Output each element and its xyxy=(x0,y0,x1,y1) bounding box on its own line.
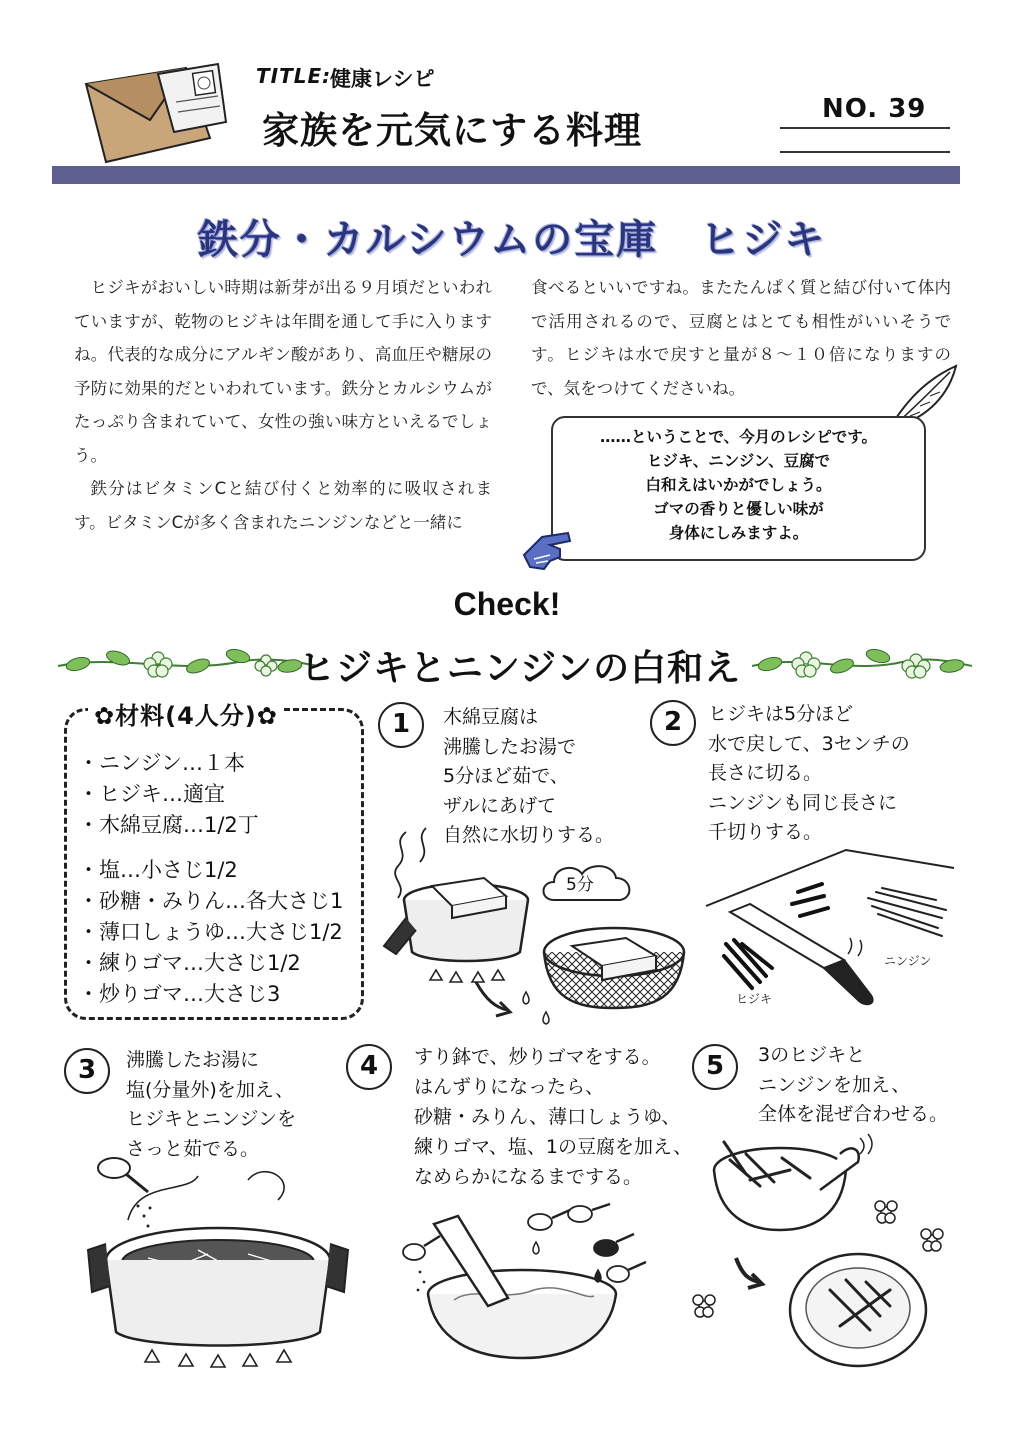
intro-column-left xyxy=(74,271,492,539)
step-line: ヒジキとニンジンを xyxy=(126,1108,297,1130)
step-2-text xyxy=(708,700,910,848)
timer-label: 5分 xyxy=(566,875,594,895)
mixing-bowl-and-dish-illustration xyxy=(690,1130,960,1374)
speech-bubble-text xyxy=(551,425,926,545)
carrot-label: ニンジン xyxy=(884,954,932,968)
article-headline: 鉄分・カルシウムの宝庫 ヒジキ xyxy=(197,217,827,263)
issue-rule-top xyxy=(780,127,950,129)
check-label: Check! xyxy=(453,586,561,622)
ingredient-item: ・薄口しょうゆ…大さじ1/2 xyxy=(78,920,343,944)
step-line: 沸騰したお湯で xyxy=(443,735,577,758)
ingredients-heading: ✿材料(4人分)✿ xyxy=(88,696,284,731)
step-5-text xyxy=(758,1041,948,1130)
recipe-title: ヒジキとニンジンの白和え xyxy=(298,648,742,689)
step-line: ニンジンも同じ長さに xyxy=(708,791,898,814)
step-line: 千切りする。 xyxy=(708,821,823,843)
header-divider-bar xyxy=(52,166,960,184)
speech-line-3: 白和えはいかがでしょう。 xyxy=(645,476,832,494)
step-3-number: 3 xyxy=(64,1048,110,1094)
speech-line-1: ……ということで、今月のレシピです。 xyxy=(599,428,878,446)
ingredients-list xyxy=(78,748,368,1010)
speech-line-2: ヒジキ、ニンジン、豆腐で xyxy=(646,452,831,470)
step-line: さっと茹でる。 xyxy=(126,1137,260,1160)
step-4-text xyxy=(414,1042,692,1192)
ingredient-item: ・練りゴマ…大さじ1/2 xyxy=(78,951,301,975)
step-line: 木綿豆腐は xyxy=(443,706,539,728)
title-label: TITLE: xyxy=(256,64,332,88)
page-title: 家族を元気にする料理 xyxy=(262,109,642,152)
step-line: 5分ほど茹で、 xyxy=(443,765,569,787)
ingredient-item: ・ヒジキ…適宜 xyxy=(78,782,225,806)
step-line: 水で戻して、3センチの xyxy=(708,732,910,755)
step-3-text xyxy=(126,1046,296,1164)
colander-tofu-illustration xyxy=(456,912,686,1034)
pointing-hand-icon xyxy=(520,525,580,575)
title-value: 健康レシピ xyxy=(330,67,435,91)
step-line: 沸騰したお湯に xyxy=(126,1049,260,1071)
step-line: 長さに切る。 xyxy=(708,762,823,784)
ingredient-item: ・塩…小さじ1/2 xyxy=(78,858,238,882)
step-line: 塩(分量外)を加え、 xyxy=(126,1078,294,1101)
step-line: ヒジキは5分ほど xyxy=(708,703,854,725)
step-line: 砂糖・みりん、薄口しょうゆ、 xyxy=(414,1106,681,1128)
step-line: 全体を混ぜ合わせる。 xyxy=(758,1103,949,1125)
step-4-number: 4 xyxy=(346,1044,392,1090)
issue-rule-bottom xyxy=(780,151,950,153)
mortar-pestle-illustration xyxy=(384,1190,654,1370)
intro-paragraph-2-left: 鉄分はビタミンCと結び付くと効率的に吸収されます。ビタミンCが多く含まれたニンジンなどと一緒に xyxy=(74,479,492,532)
envelope-icon xyxy=(78,62,228,167)
pot-boiling-vegetables-illustration xyxy=(78,1150,348,1370)
intro-paragraph-2-right: 食べるといいですね。またたんぱく質と結び付いて体内で活用されるので、豆腐とはとても相性がいいそうです。ヒジキは水で戻すと量が８～１０倍になりますので、気をつけてくださいね。 xyxy=(531,278,951,398)
step-2-number: 2 xyxy=(650,700,696,746)
step-5-number: 5 xyxy=(692,1044,738,1090)
step-line: 3のヒジキと xyxy=(758,1044,866,1066)
step-line: ニンジンを加え、 xyxy=(758,1073,911,1096)
speech-line-4: ゴマの香りと優しい味が xyxy=(653,500,824,518)
step-line: 練りゴマ、塩、1の豆腐を加え、 xyxy=(414,1136,693,1158)
ingredient-item: ・砂糖・みりん…各大さじ1 xyxy=(78,889,344,913)
ingredient-item: ・木綿豆腐…1/2丁 xyxy=(78,813,259,837)
hijiki-label: ヒジキ xyxy=(736,992,773,1006)
issue-number: NO. 39 xyxy=(822,94,927,124)
intro-paragraph-1: ヒジキがおいしい時期は新芽が出る９月頃だといわれていますが、乾物のヒジキは年間を通して手に入りますね。代表的な成分にアルギン酸があり、高血圧や糖尿の予防に効果的だといわれています。鉄分とカルシウムがたっぷり含まれていて、女性の強い味方といえるでしょう。 xyxy=(74,278,492,465)
step-line: すり鉢で、炒りゴマをする。 xyxy=(414,1046,661,1068)
ingredient-item: ・ニンジン…１本 xyxy=(78,751,245,775)
ingredient-item: ・炒りゴマ…大さじ3 xyxy=(78,982,281,1006)
step-line: ザルにあげて xyxy=(443,794,557,817)
step-line: はんずりになったら、 xyxy=(414,1076,605,1098)
step-line: 自然に水切りする。 xyxy=(443,824,615,846)
speech-line-5: 身体にしみますよ。 xyxy=(668,524,809,542)
step-line: なめらかになるまでする。 xyxy=(414,1166,643,1188)
step-1-number: 1 xyxy=(378,702,424,748)
